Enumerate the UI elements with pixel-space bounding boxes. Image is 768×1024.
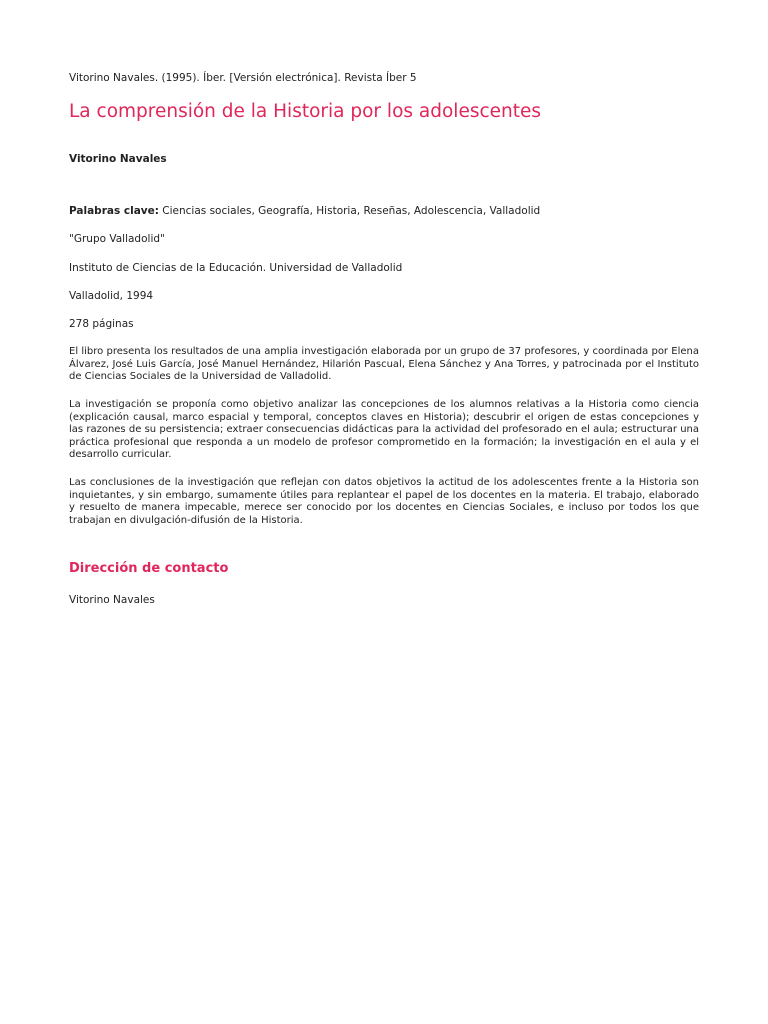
- keywords-line: [69, 205, 540, 217]
- paragraph-objectives: La investigación se proponía como objetivo analizar las concepciones de los alumnos relativas a la Historia como ciencia (explicación causal, marco espacial y temporal, conceptos claves en Historia); descubrir el origen de estas concepciones y las razones de su persistencia; extraer consecuencias didácticas para la actividad del profesorado en el aula; estructurar una práctica profesional que responda a un modelo de profesor comprometido en la formación; la investigación en el aula y el desarrollo curricular.: [69, 399, 699, 461]
- author: Vitorino Navales: [69, 153, 167, 165]
- institution: Instituto de Ciencias de la Educación. Universidad de Valladolid: [69, 262, 403, 274]
- citation: Vitorino Navales. (1995). Íber. [Versión electrónica]. Revista Íber 5: [69, 72, 417, 84]
- paragraph-summary: El libro presenta los resultados de una amplia investigación elaborada por un grupo de 37 profesores, y coordinada por Elena Álvarez, José Luis García, José Manuel Hernández, Hilarión Pascual, Elena Sánchez y Ana Torres, y patrocinada por el Instituto de Ciencias Sociales de la Universidad de Valladolid.: [69, 346, 699, 383]
- keywords-label: Palabras clave:: [69, 205, 159, 217]
- paragraph-conclusions: Las conclusiones de la investigación que reflejan con datos objetivos la actitud de los adolescentes frente a la Historia son inquietantes, y sin embargo, sumamente útiles para replantear el papel de los docentes en la materia. El trabajo, elaborado y resuelto de manera impecable, merece ser conocido por los docentes en Ciencias Sociales, e incluso por todos los que trabajan en divulgación-difusión de la Historia.: [69, 477, 699, 526]
- page-count: 278 páginas: [69, 318, 134, 330]
- contact-heading: Dirección de contacto: [69, 561, 229, 576]
- place-year: Valladolid, 1994: [69, 290, 154, 302]
- group-name: "Grupo Valladolid": [69, 233, 165, 245]
- keywords-value: Ciencias sociales, Geografía, Historia, Reseñas, Adolescencia, Valladolid: [158, 205, 541, 217]
- page-title: La comprensión de la Historia por los adolescentes: [69, 101, 542, 122]
- contact-name: Vitorino Navales: [69, 594, 155, 606]
